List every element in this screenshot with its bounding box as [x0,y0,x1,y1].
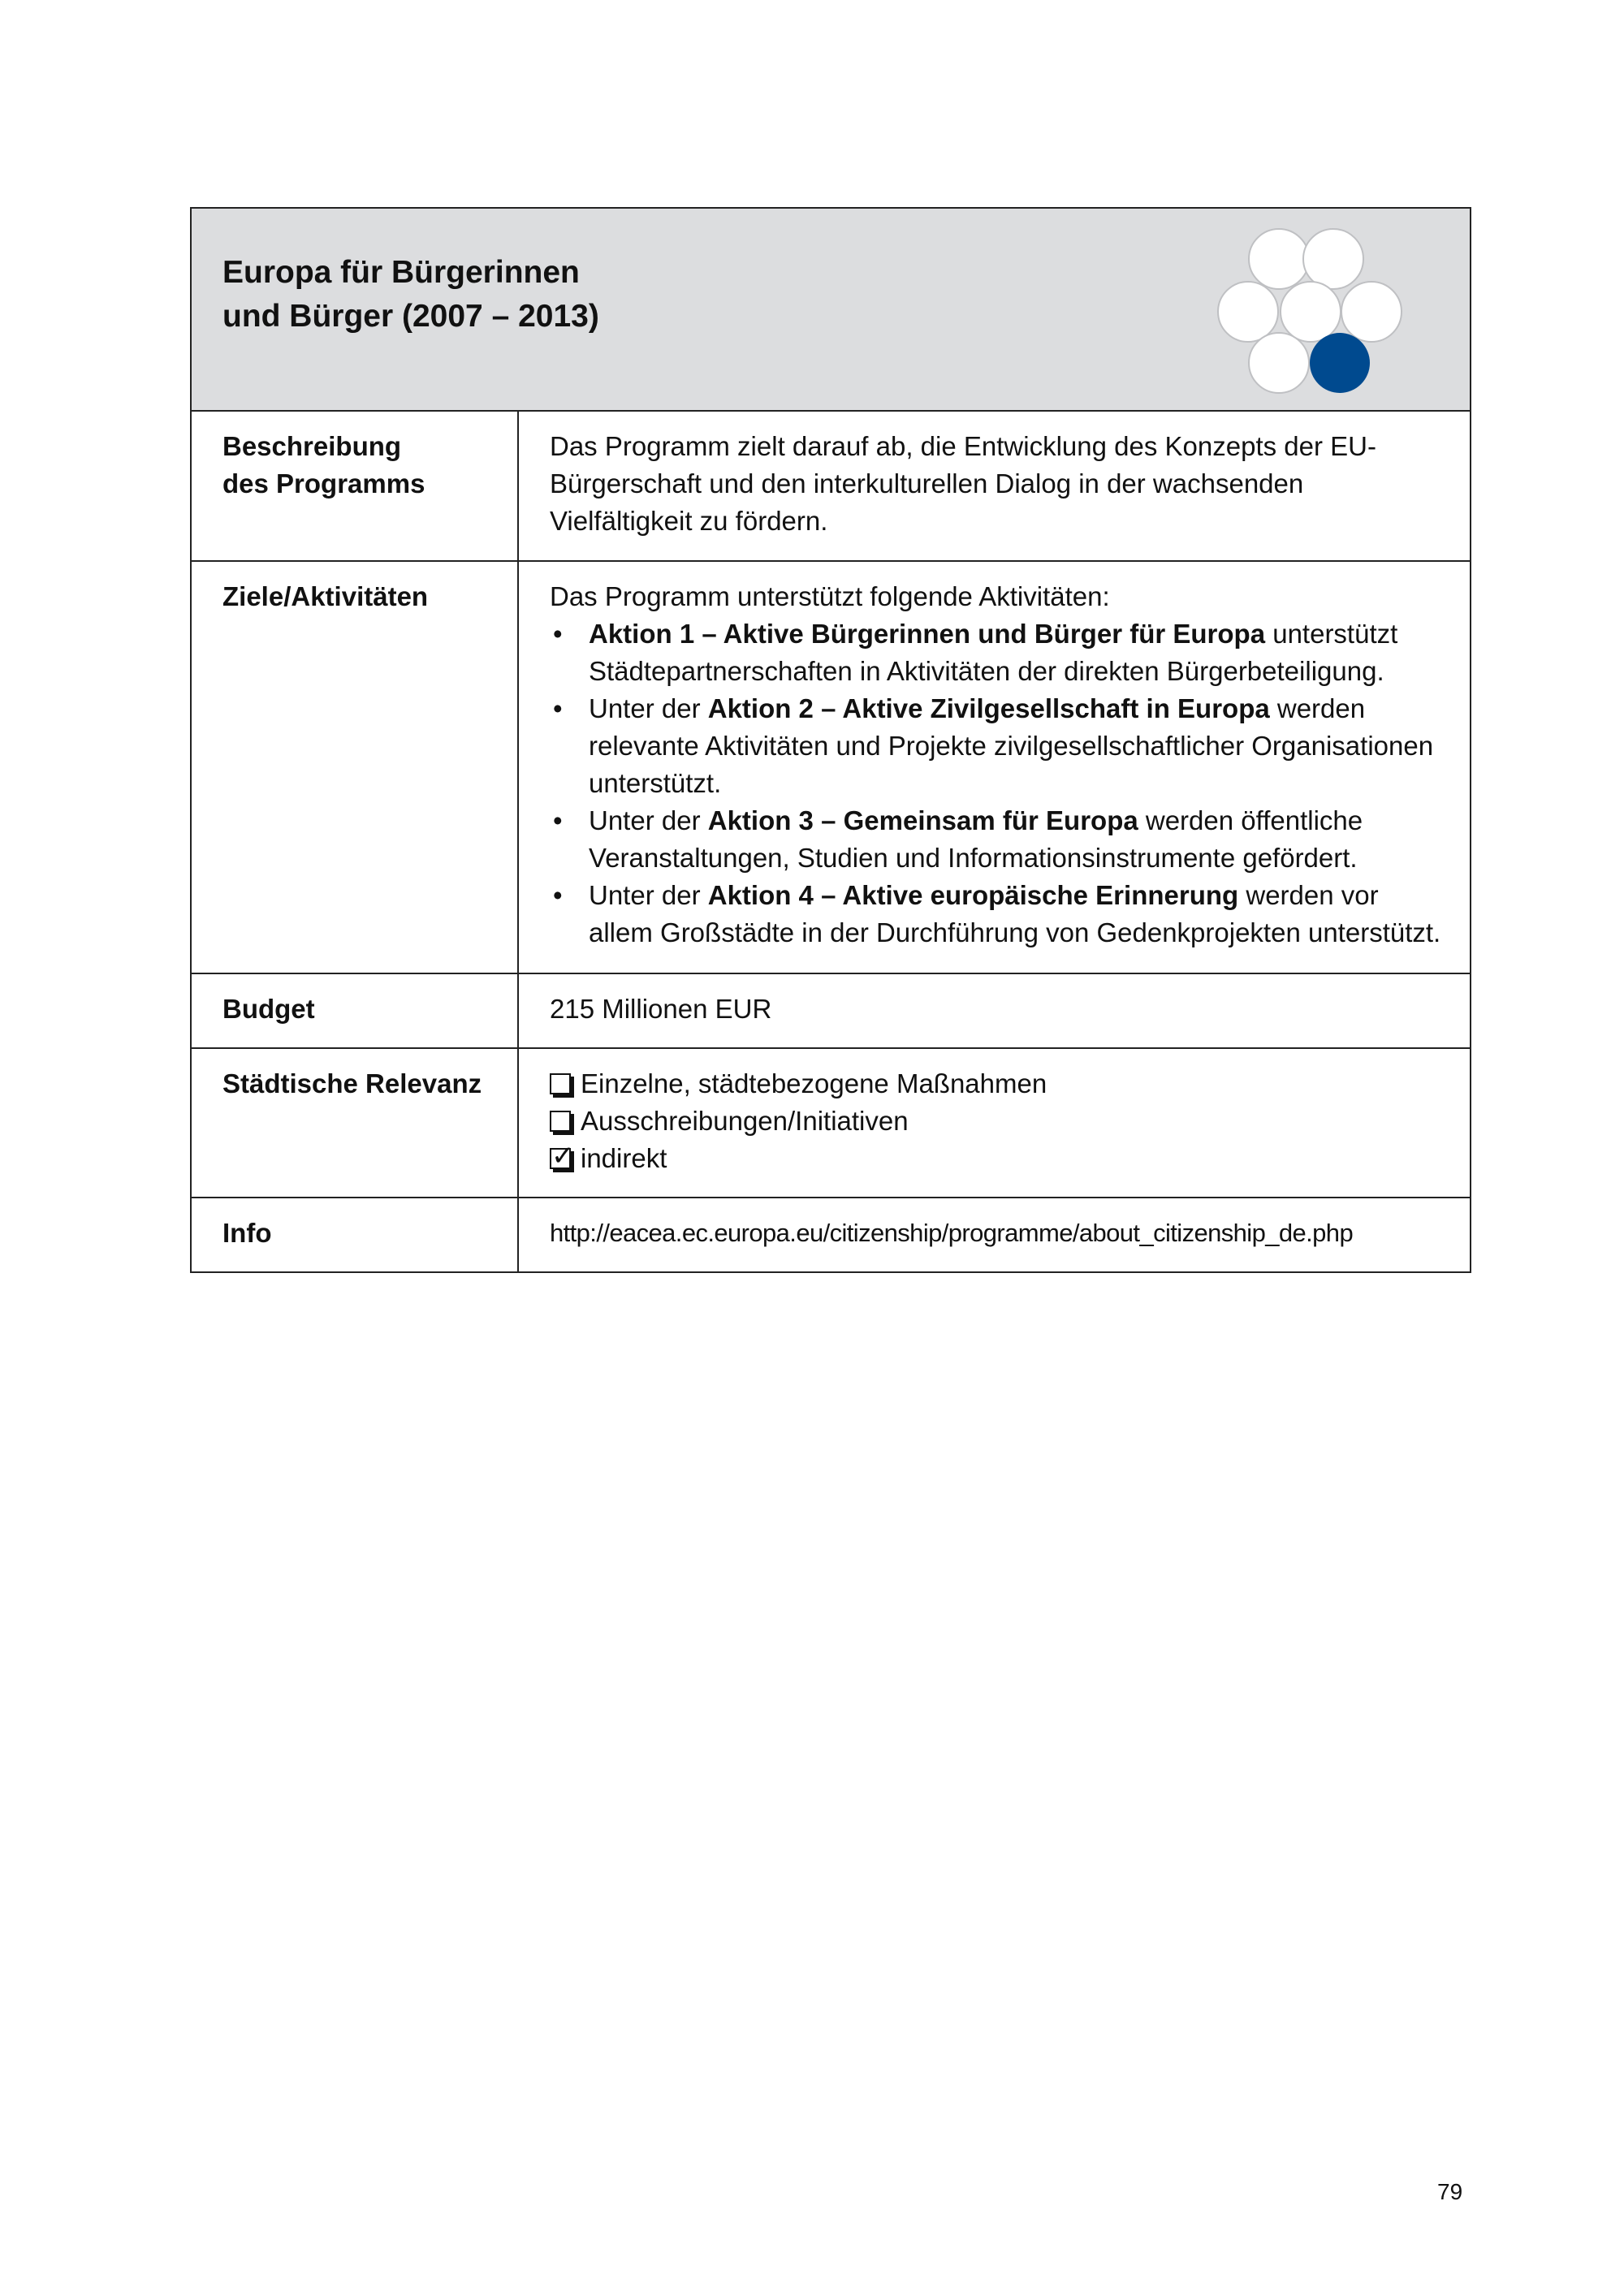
goals-intro: Das Programm unterstützt folgende Aktivitäten: [550,581,1110,611]
row-relevance [192,1049,1470,1198]
row-goals [192,562,1470,974]
row-info [192,1198,1470,1271]
activity-item: • Aktion 1 – Aktive Bürgerinnen und Bürger für Europa unterstützt Städtepartnerschaften in Aktivitäten der direkten Bürgerbeteiligung. [550,615,1442,690]
row-description [192,412,1470,562]
label-line-2: des Programms [222,468,425,498]
row-label-description [192,412,519,560]
budget-value: 215 Millionen EUR [550,994,772,1024]
description-text: Das Programm zielt darauf ab, die Entwicklung des Konzepts der EU-Bürgerschaft und den interkulturellen Dialog in der wachsenden Vielfältigkeit zu fördern. [550,431,1376,536]
relevance-option-measures: Einzelne, städtebezogene Maßnahmen [550,1065,1442,1103]
row-label-info: Info [192,1198,519,1271]
checkbox-checked-icon [550,1148,571,1169]
title-line-1: Europa für Bürgerinnen [222,255,580,290]
title-line-2: und Bürger (2007 – 2013) [222,299,599,334]
activities-list [550,615,1442,952]
goals-content [519,562,1470,973]
row-budget [192,974,1470,1049]
activity-item: • Unter der Aktion 4 – Aktive europäische Erinnerung werden vor allem Großstädte in der Durchführung von Gedenkprojekten unterstützt. [550,877,1442,952]
activity-item: • Unter der Aktion 2 – Aktive Zivilgesellschaft in Europa werden relevante Aktivitäten und Projekte zivilgesellschaftlicher Organisationen unterstützt. [550,690,1442,802]
programme-card [190,207,1471,1273]
relevance-option-calls: Ausschreibungen/Initiativen [550,1103,1442,1140]
checkbox-unchecked-icon [550,1073,571,1094]
relevance-option-indirect: ✓ indirekt [550,1140,1442,1177]
activity-item: • Unter der Aktion 3 – Gemeinsam für Europa werden öffentliche Veranstaltungen, Studien und Informationsinstrumente gefördert. [550,802,1442,877]
card-header [192,209,1470,412]
relevance-options [519,1049,1470,1197]
info-url-link[interactable]: http://eacea.ec.europa.eu/citizenship/programme/about_citizenship_de.php [550,1219,1354,1247]
row-label-goals: Ziele/Aktivitäten [192,562,519,973]
page-number: 79 [1437,2179,1463,2204]
row-label-budget: Budget [192,974,519,1047]
programme-title [222,251,599,339]
row-label-relevance: Städtische Relevanz [192,1049,519,1197]
flower-circles-logo-icon [1215,225,1406,397]
label-line-1: Beschreibung [222,431,402,461]
checkbox-unchecked-icon [550,1111,571,1132]
